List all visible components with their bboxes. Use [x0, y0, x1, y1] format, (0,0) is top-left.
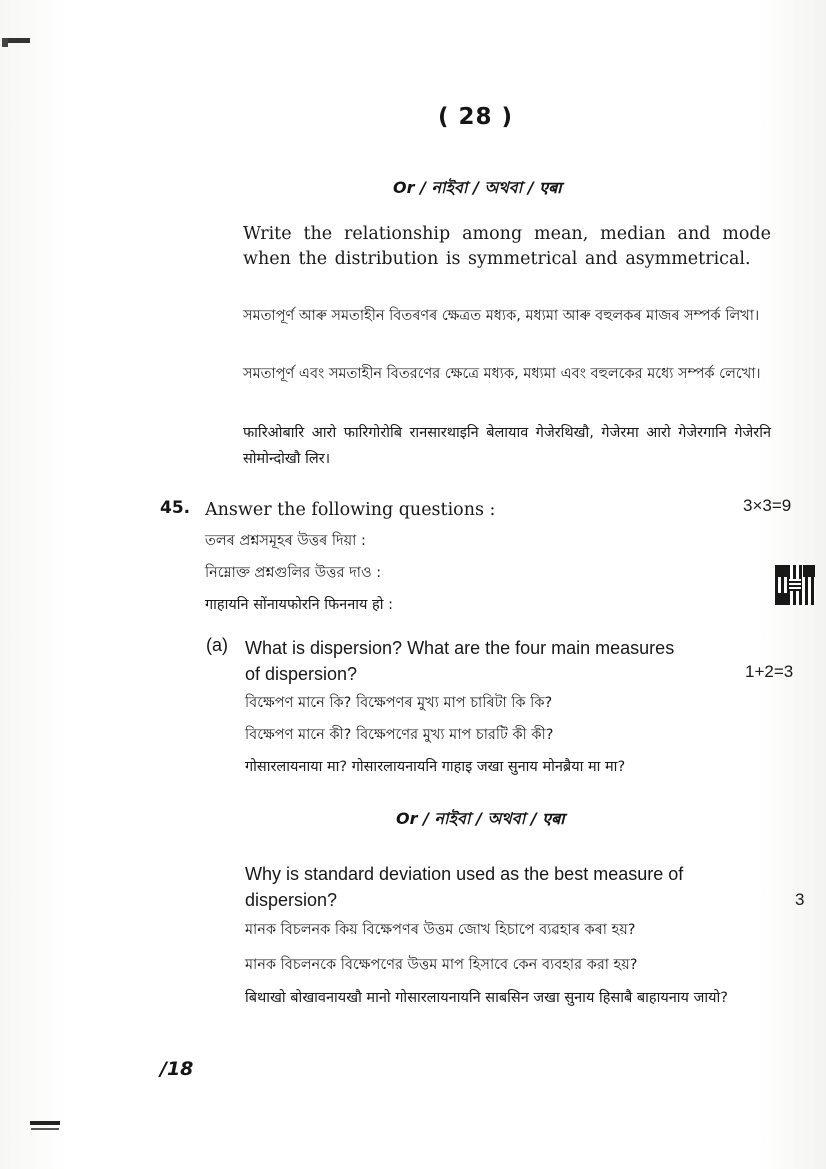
scan-corner-mark: [4, 38, 30, 43]
q44-or-english: Write the relationship among mean, median and mode when the distribution is symmetrical and asymmetrical.: [243, 224, 771, 269]
or-separator: Or / নাইবা / অথবা / एबा: [393, 178, 562, 197]
q45a-assamese: বিক্ষেপণ মানে কি? বিক্ষেপণৰ মুখ্য মাপ চাৰিটা কি কি?: [245, 695, 553, 711]
q45a-or-marks: 3: [795, 890, 805, 909]
q45a-bengali: বিক্ষেপণ মানে কী? বিক্ষেপণের মুখ্য মাপ চারটি কী কী?: [245, 727, 554, 743]
q44-or-assamese: সমতাপূৰ্ণ আৰু সমতাহীন বিতৰণৰ ক্ষেত্ৰত মধ্যক, মধ্যমা আৰু বহুলকৰ মাজৰ সম্পৰ্ক লিখা।: [243, 308, 760, 324]
or-separator: Or / নাইবা / অথবা / एबा: [396, 809, 565, 828]
page-number: ( 28 ): [438, 104, 514, 130]
q45a-english-line1: What is dispersion? What are the four main measures: [245, 638, 675, 658]
q45-bodo: गाहायनि सोंनायफोरनि फिननाय हो :: [205, 597, 393, 613]
qr-code: [775, 565, 815, 605]
question-number: 45.: [160, 498, 191, 518]
q45a-marks: 1+2=3: [745, 662, 794, 681]
paper-code: /18: [160, 1058, 194, 1080]
q45a-english-line2: of dispersion?: [245, 664, 358, 684]
sub-question-label: (a): [206, 635, 228, 655]
q44-or-bodo: फारिओबारि आरो फारिगोरोबि रानसारथाइनि बेलायाव गेजेरथिखौ, गेजेरमा आरो गेजेरगानि गेजेरनि सोमोन्दोखौ लिर।: [243, 425, 771, 467]
q45a-bodo: गोसारलायनाया मा? गोसारलायनायनि गाहाइ जखा सुनाय मोनब्रैया मा मा?: [245, 759, 626, 775]
q45a-or-english-line2: dispersion?: [245, 890, 338, 910]
q45-assamese: তলৰ প্ৰশ্নসমূহৰ উত্তৰ দিয়া :: [205, 533, 366, 549]
q45-bengali: নিম্নোক্ত প্রশ্নগুলির উত্তর দাও :: [205, 565, 382, 581]
q45a-or-bengali: মানক বিচলনকে বিক্ষেপণের উত্তম মাপ হিসাবে কেন ব্যবহার করা হয়?: [245, 957, 638, 973]
q44-or-bengali: সমতাপূর্ণ এবং সমতাহীন বিতরণের ক্ষেত্রে মধ্যক, মধ্যমা এবং বহুলকের মধ্যে সম্পর্ক লেখো।: [243, 366, 761, 382]
q45a-or-assamese: মানক বিচলনক কিয় বিক্ষেপণৰ উত্তম জোখ হিচাপে ব্যৱহাৰ কৰা হয়?: [245, 922, 636, 938]
scan-corner-mark: [30, 1121, 60, 1125]
q45a-or-bodo: बिथाखो बोखावनायखौ मानो गोसारलायनायनि साबसिन जखा सुनाय हिसाबै बाहायनाय जायो?: [245, 990, 728, 1006]
q45-marks: 3×3=9: [743, 496, 792, 515]
q45-english: Answer the following questions :: [205, 500, 496, 520]
q45a-or-english-line1: Why is standard deviation used as the best measure of: [245, 864, 684, 884]
